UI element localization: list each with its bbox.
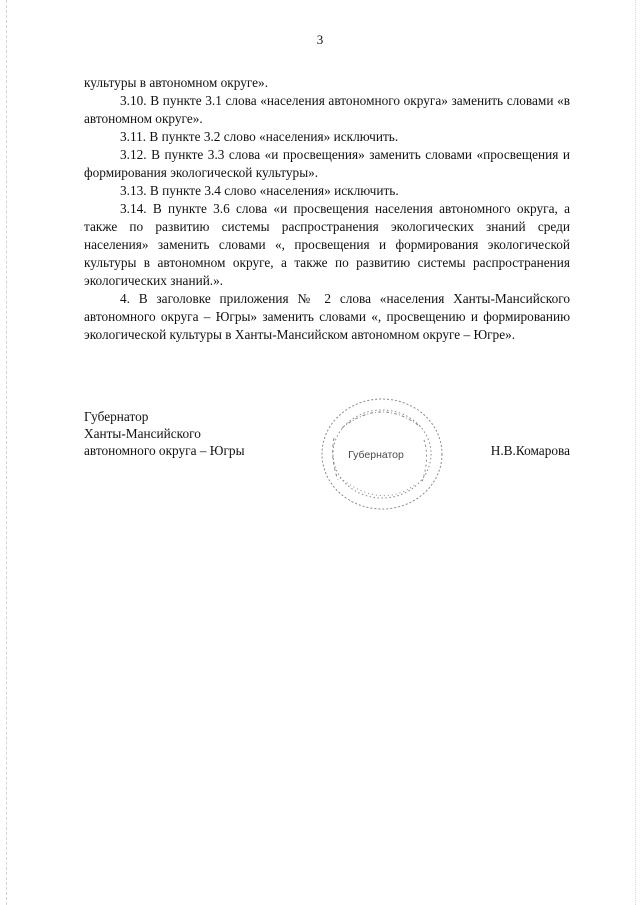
signature-block: [84, 408, 570, 518]
stamp-label: Губернатор: [348, 449, 404, 461]
paragraph-3-12: 3.12. В пункте 3.3 слова «и просвещения» заменить словами «просвещения и формирования экологической культуры».: [84, 147, 570, 180]
signatory-position-line: Ханты-Мансийского: [84, 426, 201, 441]
signatory-position-line: Губернатор: [84, 409, 149, 424]
signatory-position: [84, 408, 245, 459]
signatory-name: Н.В.Комарова: [490, 443, 570, 458]
scan-edge-right: [635, 0, 636, 905]
paragraph-3-14: 3.14. В пункте 3.6 слова «и просвещения населения автономного округа, а также по развитию системы распространения экологических знаний среди населения» заменить словами «, просвещения и формирования экологической культуры в автономном округе, а также по развитию системы распространения экологических знаний.».: [84, 201, 570, 288]
scan-edge-left: [6, 0, 7, 905]
paragraph-3-13: 3.13. В пункте 3.4 слово «населения» исключить.: [120, 183, 399, 198]
document-body: [84, 74, 570, 344]
paragraph-continuation: культуры в автономном округе».: [84, 75, 269, 90]
official-stamp: [312, 388, 452, 518]
paragraph-3-10: 3.10. В пункте 3.1 слова «населения автономного округа» заменить словами «в автономном округе».: [84, 93, 570, 126]
signatory-position-line: автономного округа – Югры: [84, 443, 245, 458]
paragraph-4: 4. В заголовке приложения № 2 слова «населения Ханты-Мансийского автономного округа – Югры» заменить словами «, просвещению и формированию экологической культуры в Ханты-Мансийском автономном округе – Югре».: [84, 291, 570, 342]
page-number: 3: [316, 32, 324, 47]
paragraph-3-11: 3.11. В пункте 3.2 слово «населения» исключить.: [120, 129, 399, 144]
